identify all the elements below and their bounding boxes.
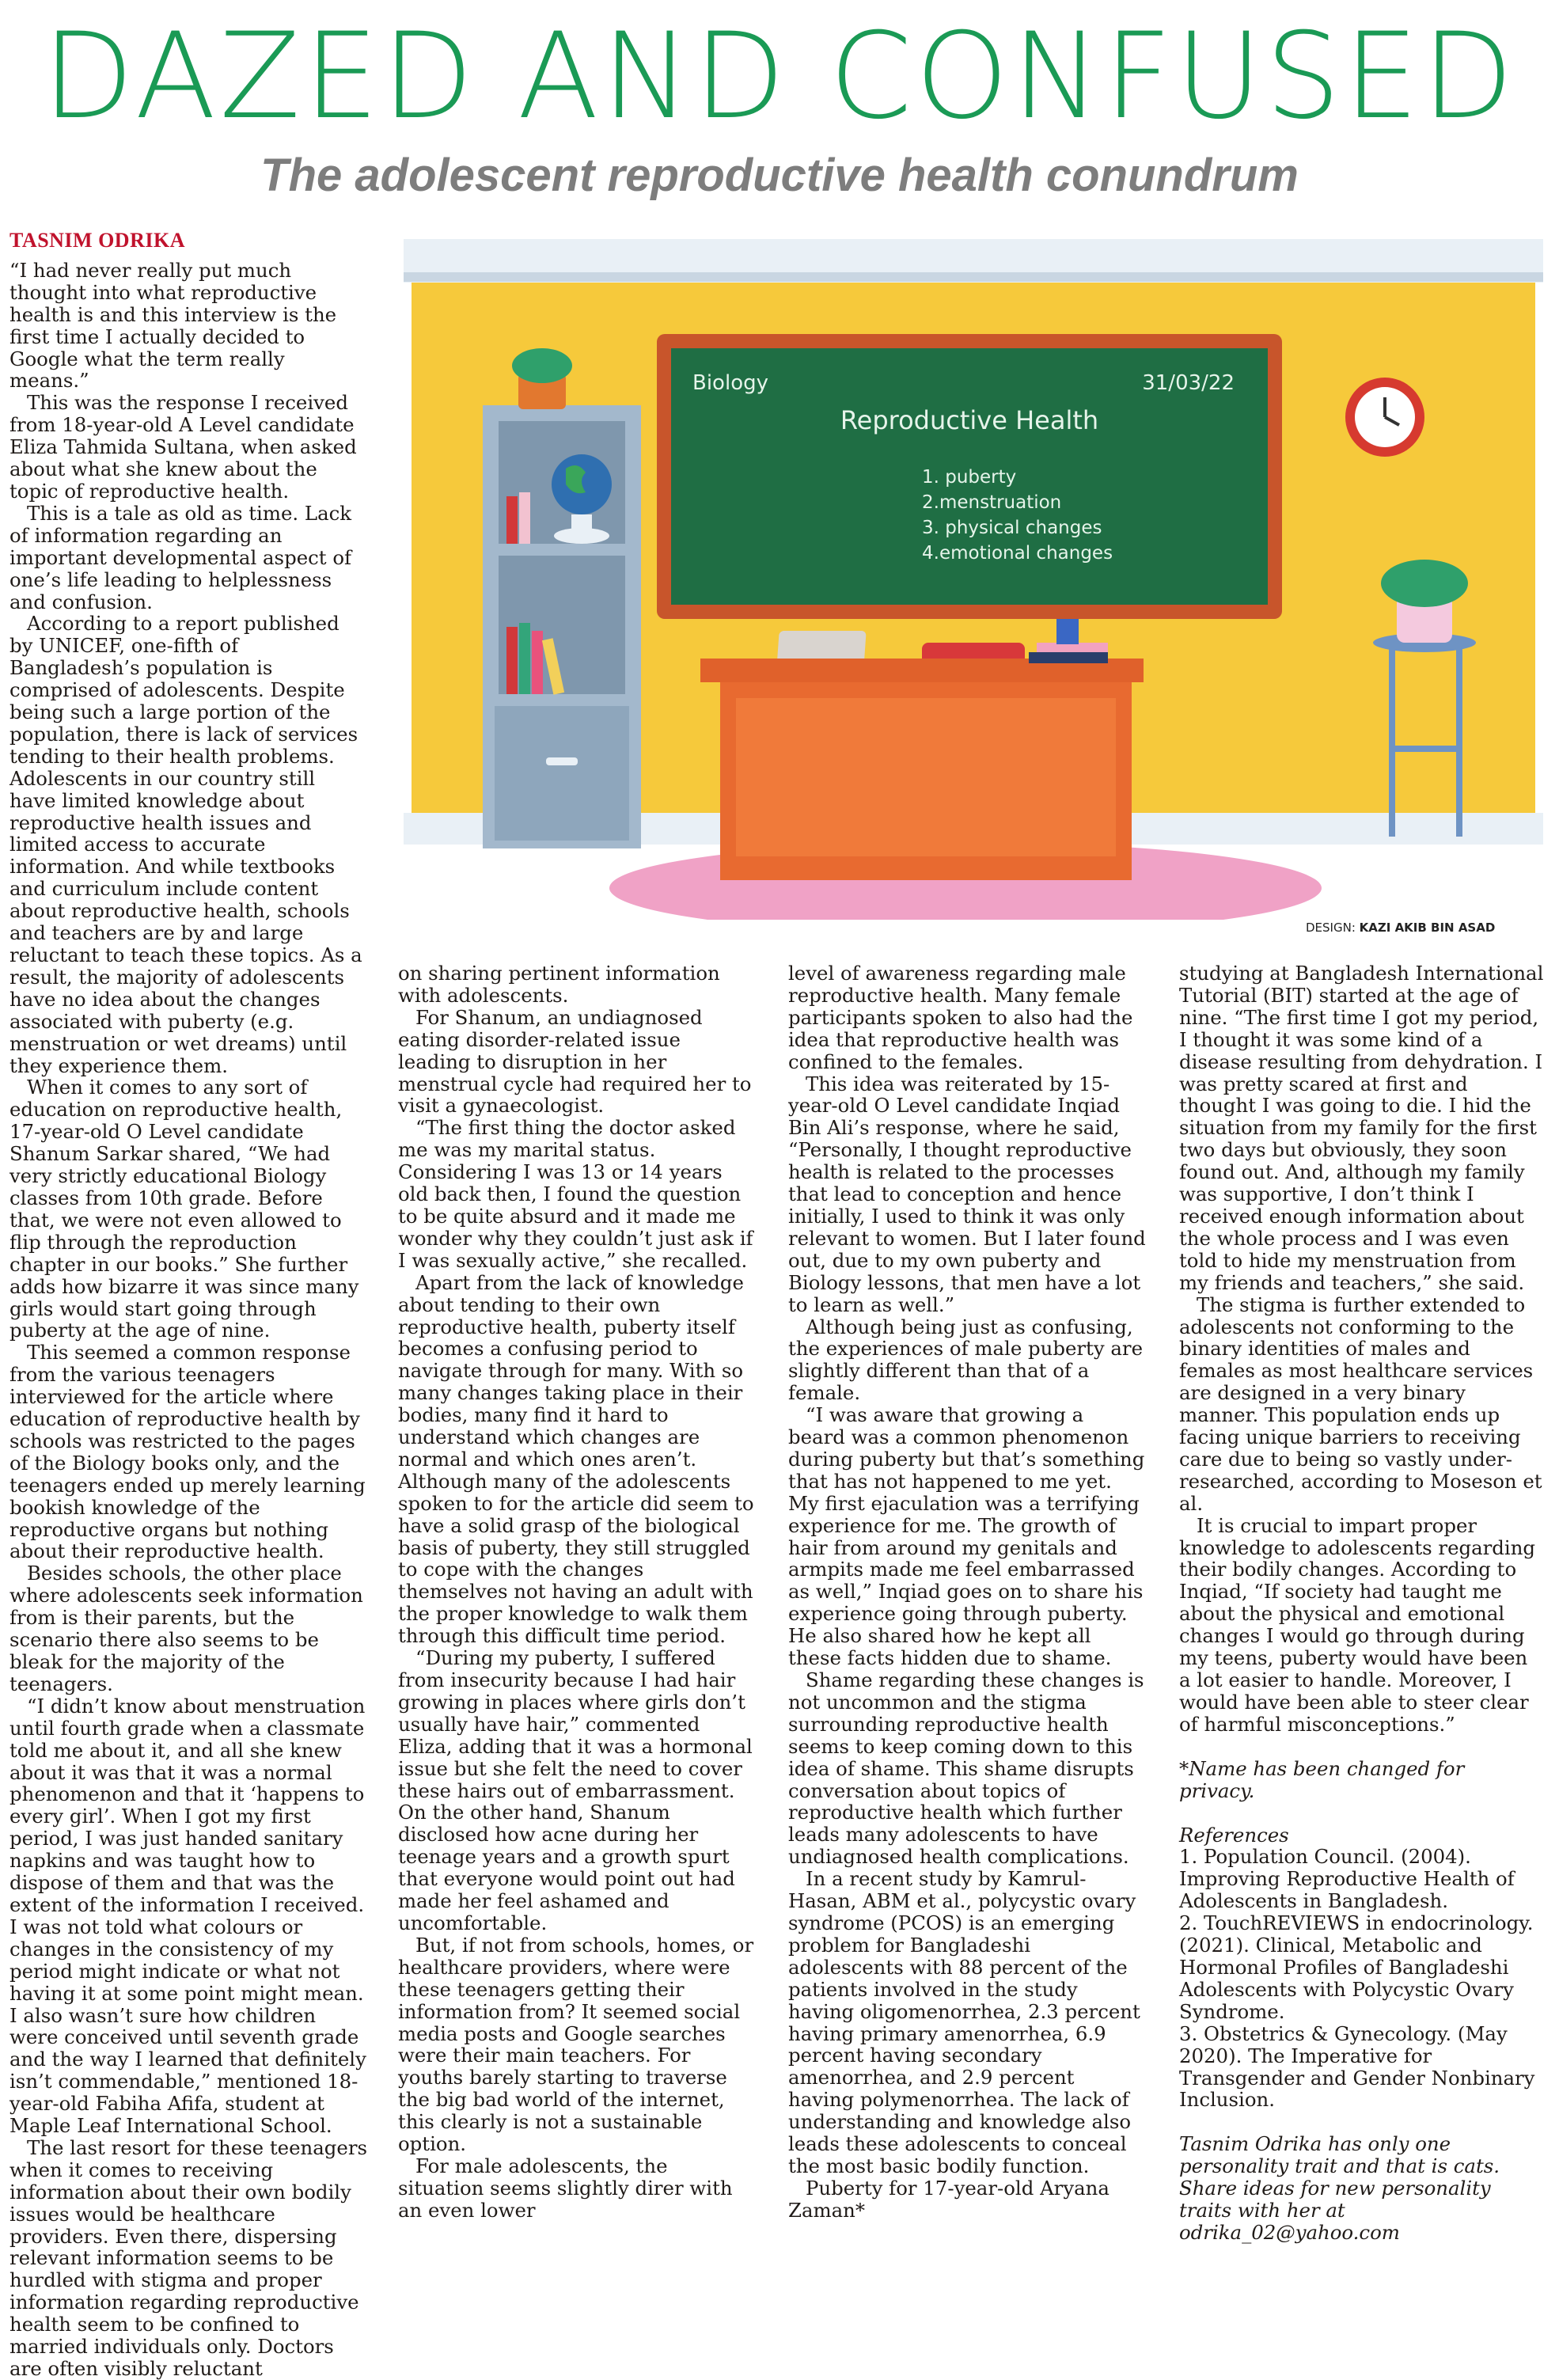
paragraph: “I had never really put much thought into what reproductive health is and this interview is the first time I actually decided to Google what the term really means.”: [9, 258, 337, 393]
subheadline: The adolescent reproductive health conundrum: [260, 150, 1299, 201]
byline: TASNIM ODRIKA: [9, 229, 185, 252]
paragraph: “During my puberty, I suffered from insecurity because I had hair growing in places where girls don’t usually have hair,” commented Eliza, adding that it was a hormonal issue but she felt the need to cover these hairs out of embarrassment. On the other hand, Shanum disclosed how acne during her teenage years and a growth spurt that everyone would point out had made her feel ashamed and uncomfortable.: [398, 1646, 753, 1934]
paragraph: But, if not from schools, homes, or healthcare providers, where were these teenagers getting their information from? It seemed social media posts and Google searches were their main teachers. For youths barely starting to traverse the big bad world of the internet, this clearly is not a sustainable option.: [398, 1933, 754, 2156]
paragraph: Apart from the lack of knowledge about tending to their own reproductive health, puberty itself becomes a confusing period to navigate through for many. With so many changes taking place in their bodies, many find it hard to understand which changes are normal and which ones aren’t. Although many of the adolescents spoken to for the article did seem to have a solid grasp of the biological basis of puberty, they still struggled to cope with the changes themselves not having an adult with the proper knowledge to walk them through this difficult time period.: [398, 1270, 754, 1648]
board-item: 1. puberty: [922, 467, 1017, 488]
paragraph: “I was aware that growing a beard was a common phenomenon during puberty but that’s something that has not happened to me yet. My first ejaculation was a terrifying experience for me. The growth of hair from around my genitals and armpits made me feel embarrassed as well,” Inqiad goes on to share his experience going through puberty. He also shared how he kept all these facts hidden due to shame.: [788, 1403, 1145, 1670]
reference-item: 1. Population Council. (2004). Improving Reproductive Health of Adolescents in Bangladesh.: [1179, 1845, 1515, 1913]
paragraph: “I didn’t know about menstruation until fourth grade when a classmate told me about it, and all she knew about it was that it was a normal phenomenon and that it ‘happens to every girl’. When I got my first period, I was just handed sanitary napkins and was taught how to dispose of them and that was the extent of the information I received. I was not told what colours or changes in the consistency of my period might indicate or what not having it at some point might mean. I also wasn’t sure how children were conceived until seventh grade and the way I learned that definitely isn’t commendable,” mentioned 18-year-old Fabiha Afifa, student at Maple Leaf International School.: [9, 1694, 366, 2138]
paragraph: This idea was reiterated by 15-year-old O Level candidate Inqiad Bin Ali’s response, where he said, “Personally, I thought reproductive health is related to the processes that lead to conception and hence initially, I used to think it was only relevant to women. But I later found out, due to my own puberty and Biology lessons, that men have a lot to learn as well.”: [788, 1072, 1146, 1316]
paragraph: When it comes to any sort of education on reproductive health, 17-year-old O Level candidate Shanum Sarkar shared, “We had very strictly educational Biology classes from 10th grade. Before that, we were not even allowed to flip through the reproduction chapter in our books.” She further adds how bizarre it was since many girls would start going through puberty at the age of nine.: [9, 1076, 359, 1342]
credit-label: DESIGN:: [1306, 920, 1356, 935]
paragraph: level of awareness regarding male reproductive health. Many female participants spoken to also had the idea that reproductive health was confined to the females.: [788, 962, 1133, 1073]
paragraph: For male adolescents, the situation seems slightly direr with an even lower: [398, 2154, 733, 2222]
paragraph: The last resort for these teenagers when it comes to receiving information about their own bodily issues would be healthcare providers. Even there, dispersing relevant information seems to be hurdled with stigma and proper information regarding reproductive health seem to be confined to married individuals only. Doctors are often visibly reluctant: [9, 2135, 368, 2380]
paragraph: This is a tale as old as time. Lack of information regarding an important developmental aspect of one’s life leading to helplessness and confusion.: [9, 501, 352, 613]
column-3: [788, 962, 1146, 2222]
paragraph: Although being just as confusing, the experiences of male puberty are slightly different than that of a female.: [788, 1315, 1144, 1405]
reference-item: 2. TouchREVIEWS in endocrinology. (2021). Clinical, Metabolic and Hormonal Profiles of Bangladeshi Adolescents with Polycystic Ovary Syndrome.: [1179, 1911, 1534, 2023]
paragraph: Shame regarding these changes is not uncommon and the stigma surrounding reproductive health seems to keep coming down to this idea of shame. This shame disrupts conversation about topics of reproductive health which further leads many adolescents to have undiagnosed health complications.: [788, 1668, 1144, 1869]
paragraph: Besides schools, the other place where adolescents seek information from is their parents, but the scenario there also seems to be bleak for the majority of the teenagers.: [9, 1562, 363, 1695]
privacy-note: *Name has been changed for privacy.: [1179, 1756, 1465, 1802]
paragraph: This seemed a common response from the various teenagers interviewed for the article where education of reproductive health by schools was restricted to the pages of the Biology books only, and the teenagers ended up merely learning bookish knowledge of the reproductive organs but nothing about their reproductive health.: [9, 1341, 366, 1563]
clock-icon: [1345, 378, 1424, 457]
reference-item: 3. Obstetrics & Gynecology. (May 2020). The Imperative for Transgender and Gender Nonbinary Inclusion.: [1179, 2021, 1535, 2112]
paragraph: Puberty for 17-year-old Aryana Zaman*: [788, 2176, 1110, 2222]
paragraph: This was the response I received from 18-year-old A Level candidate Eliza Tahmida Sultana, when asked about what she knew about the topic of reproductive health.: [9, 391, 357, 503]
teacher-desk: [700, 659, 1144, 880]
paragraph: “The first thing the doctor asked me was my marital status. Considering I was 13 or 14 years old back then, I found the question to be quite absurd and it made me wonder why they couldn’t just ask if I was sexually active,” she recalled.: [398, 1116, 753, 1272]
board-item: 3. physical changes: [922, 518, 1102, 538]
author-bio: Tasnim Odrika has only one personality trait and that is cats. Share ideas for new personality traits with her at odrika_02@yahoo.com: [1179, 2132, 1500, 2244]
column-1: [9, 230, 367, 2380]
paragraph: It is crucial to impart proper knowledge to adolescents regarding their bodily changes. According to Inqiad, “If society had taught me about the physical and emotional changes I would go through during my teens, puberty would have been a lot easier to handle. Moreover, I would have been able to steer clear of harmful misconceptions.”: [1179, 1513, 1536, 1736]
board-date: 31/03/22: [1142, 371, 1235, 395]
headline: DAZED AND CONFUSED: [42, 8, 1517, 146]
column-2: [398, 962, 756, 2222]
paragraph: In a recent study by Kamrul-Hasan, ABM et al., polycystic ovary syndrome (PCOS) is an emerging problem for Bangladeshi adolescents with 88 percent of the patients involved in the study having oligomenorrhea, 2.3 percent having primary amenorrhea, 6.9 percent having secondary amenorrhea, and 2.9 percent having polymenorrhea. The lack of understanding and knowledge also leads these adolescents to conceal the most basic bodily function.: [788, 1867, 1140, 2177]
board-title: Reproductive Health: [840, 405, 1099, 435]
board-subject: Biology: [692, 371, 768, 395]
illustration-credit: [1306, 920, 1543, 935]
potted-plant-icon: [512, 348, 572, 409]
paragraph: The stigma is further extended to adolescents not conforming to the binary identities of males and females as most healthcare services are designed in a very binary manner. This population ends up facing unique barriers to receiving care due to being so vastly under-researched, according to Moseson et al.: [1179, 1292, 1542, 1515]
paragraph: According to a report published by UNICEF, one-fifth of Bangladesh’s population is comprised of adolescents. Despite being such a large portion of the population, there is lack of services tending to their health problems. Adolescents in our country still have limited knowledge about reproductive health issues and limited access to accurate information. And while textbooks and curriculum include content about reproductive health, schools and teachers are by and large reluctant to teach these topics. As a result, the majority of adolescents have no idea about the changes associated with puberty (e.g. menstruation or wet dreams) until they experience them.: [9, 612, 362, 1077]
column-4: [1179, 962, 1545, 2244]
references-heading: References: [1179, 1823, 1289, 1847]
pencil-cup: [1056, 619, 1079, 644]
paragraph: studying at Bangladesh International Tutorial (BIT) started at the age of nine. “The first time I got my period, I thought it was some kind of a disease resulting from dehydration. I was pretty scared at first and thought I was going to die. I hid the situation from my family for the first two days but obviously, they soon found out. And, although my family was supportive, I don’t think I received enough information about the whole process and I was even told to hide my menstruation from my friends and teachers,” she said.: [1179, 962, 1544, 1294]
board-item: 4.emotional changes: [922, 543, 1113, 564]
paragraph: on sharing pertinent information with adolescents.: [398, 962, 720, 1007]
board-item: 2.menstruation: [922, 492, 1062, 513]
paragraph: For Shanum, an undiagnosed eating disorder-related issue leading to disruption in her menstrual cycle had required her to visit a gynaecologist.: [398, 1005, 752, 1118]
credit-name: KAZI AKIB BIN ASAD: [1359, 920, 1496, 935]
classroom-illustration: [396, 231, 1543, 920]
